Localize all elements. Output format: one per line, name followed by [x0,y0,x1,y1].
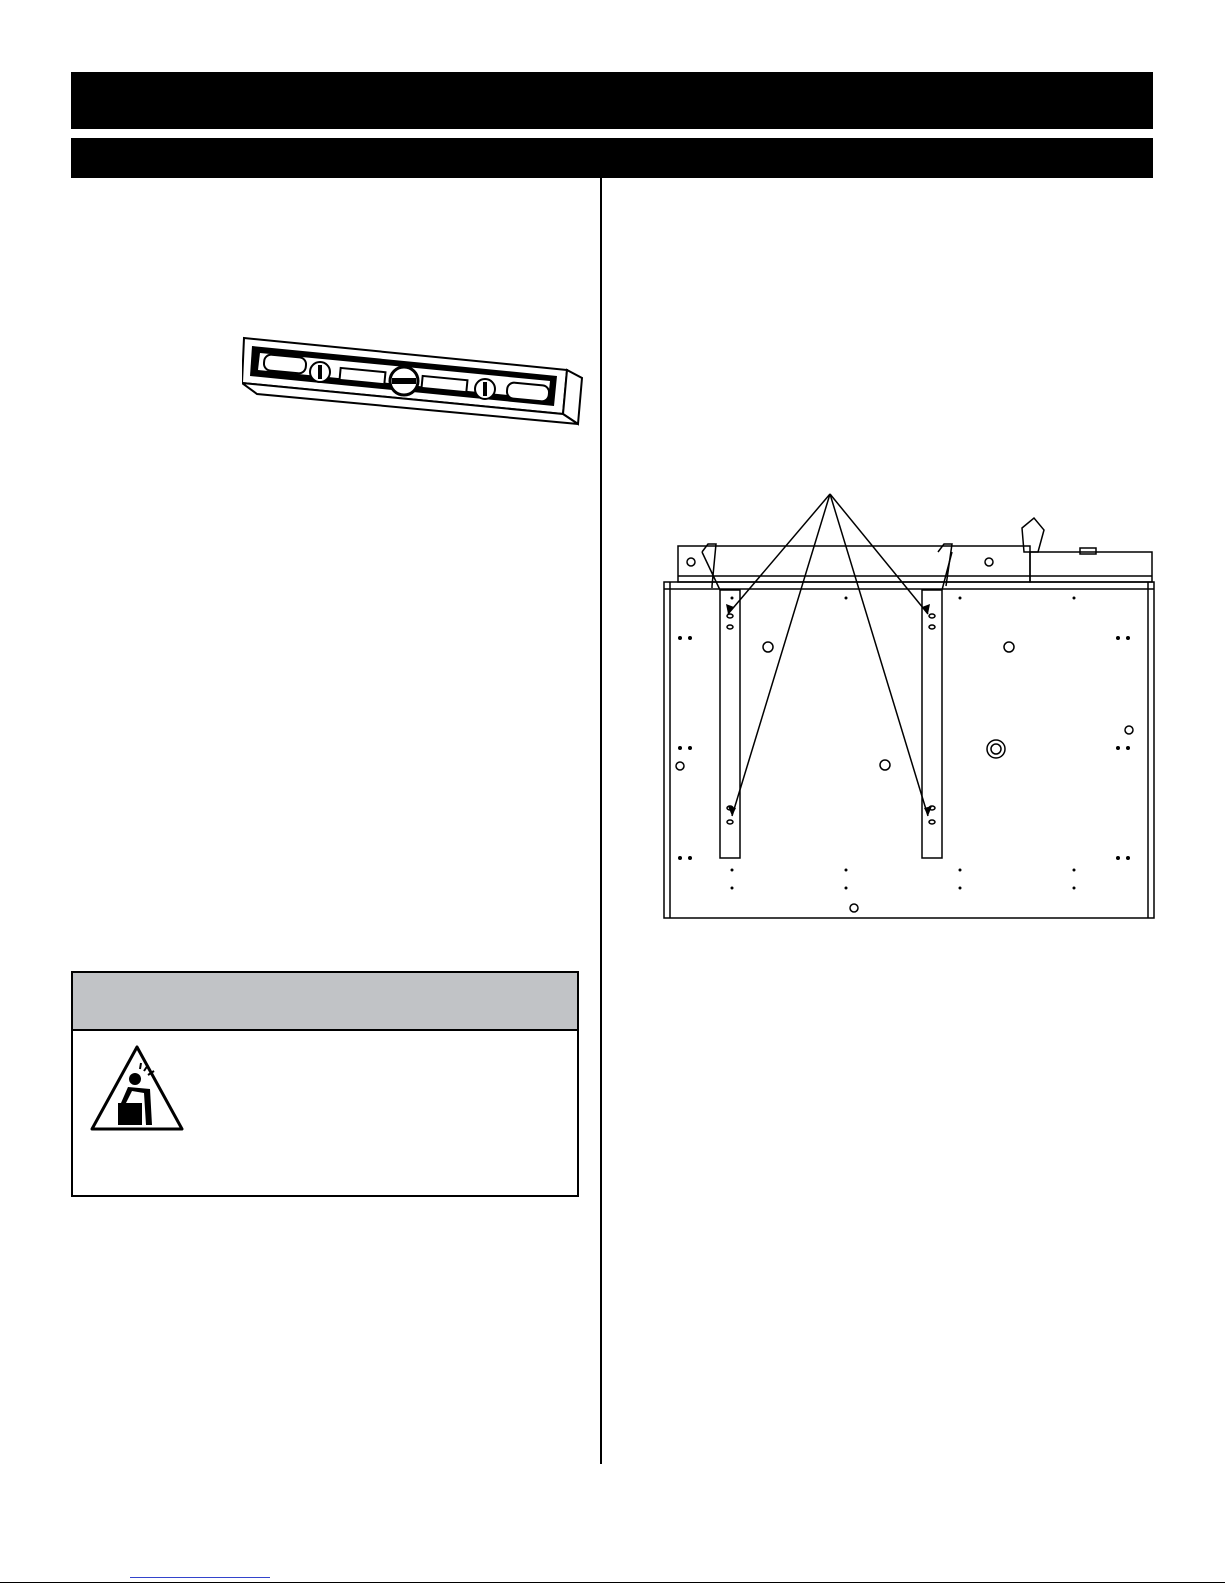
column-divider [600,178,602,1464]
warning-box [71,971,579,1197]
warning-header [73,973,577,1031]
footer-link-underline [130,1577,270,1578]
spirit-level-icon [242,336,587,441]
footer-line [0,1582,1225,1583]
title-bar [71,72,1153,129]
heavy-lift-warning-icon [88,1043,186,1133]
mounting-bracket-diagram [662,490,1158,924]
section-bar [71,138,1153,178]
